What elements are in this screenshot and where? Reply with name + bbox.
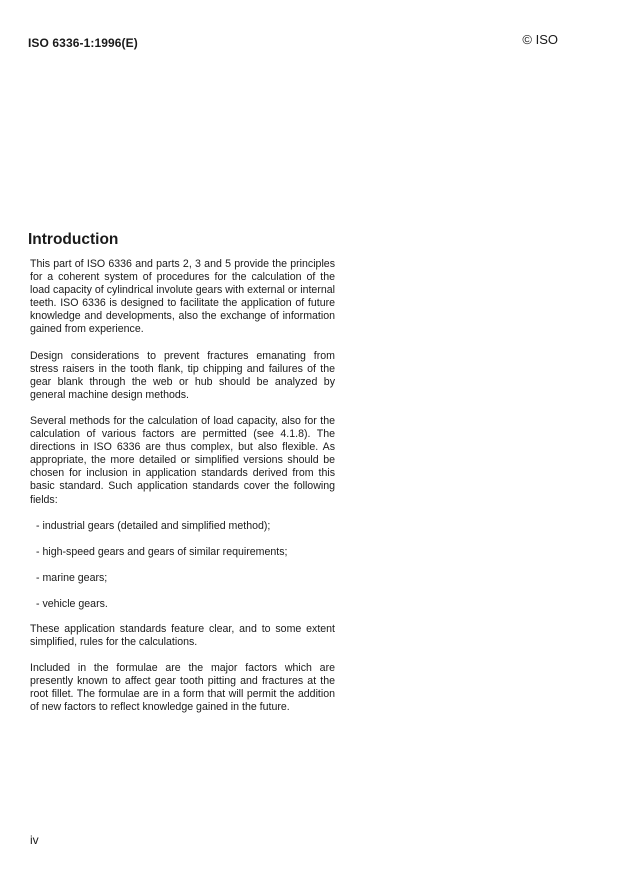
paragraph: Several methods for the calculation of load capacity, also for the calculation of various factors are permitted (see 4.1.8). The directions in ISO 6336 are thus complex, but also flexible. As appropriate, the more detailed or simplified versions should be chosen for inclusion in application standards derived from this basic standard. Such application standards cover the following fields: [30, 414, 335, 506]
paragraph: Included in the formulae are the major factors which are presently known to affect gear tooth pitting and fractures at the root fillet. The formulae are in a form that will permit the addition of new factors to reflect knowledge gained in the future. [30, 662, 335, 714]
paragraph: This part of ISO 6336 and parts 2, 3 and 5 provide the principles for a coherent system of procedures for the calculation of the load capacity of cylindrical involute gears with external or internal teeth. ISO 6336 is designed to facilitate the application of future knowledge and developments, also the exchange of information gained from experience. [30, 258, 335, 336]
body-text [30, 258, 335, 715]
list-item: - high-speed gears and gears of similar requirements; [36, 545, 288, 558]
copyright-notice: © ISO [522, 32, 558, 47]
paragraph: Design considerations to prevent fractures emanating from stress raisers in the tooth flank, tip chipping and failures of the gear blank through the web or hub should be analyzed by general machine design methods. [30, 349, 335, 401]
page-number: iv [30, 833, 39, 847]
section-title: Introduction [28, 231, 119, 248]
application-fields-list [30, 520, 335, 611]
list-item: - vehicle gears. [36, 597, 108, 610]
list-item: - industrial gears (detailed and simplified method); [36, 519, 271, 532]
list-item: - marine gears; [36, 571, 108, 584]
paragraph: These application standards feature clear, and to some extent simplified, rules for the calculations. [30, 622, 335, 649]
document-id: ISO 6336-1:1996(E) [28, 36, 138, 50]
